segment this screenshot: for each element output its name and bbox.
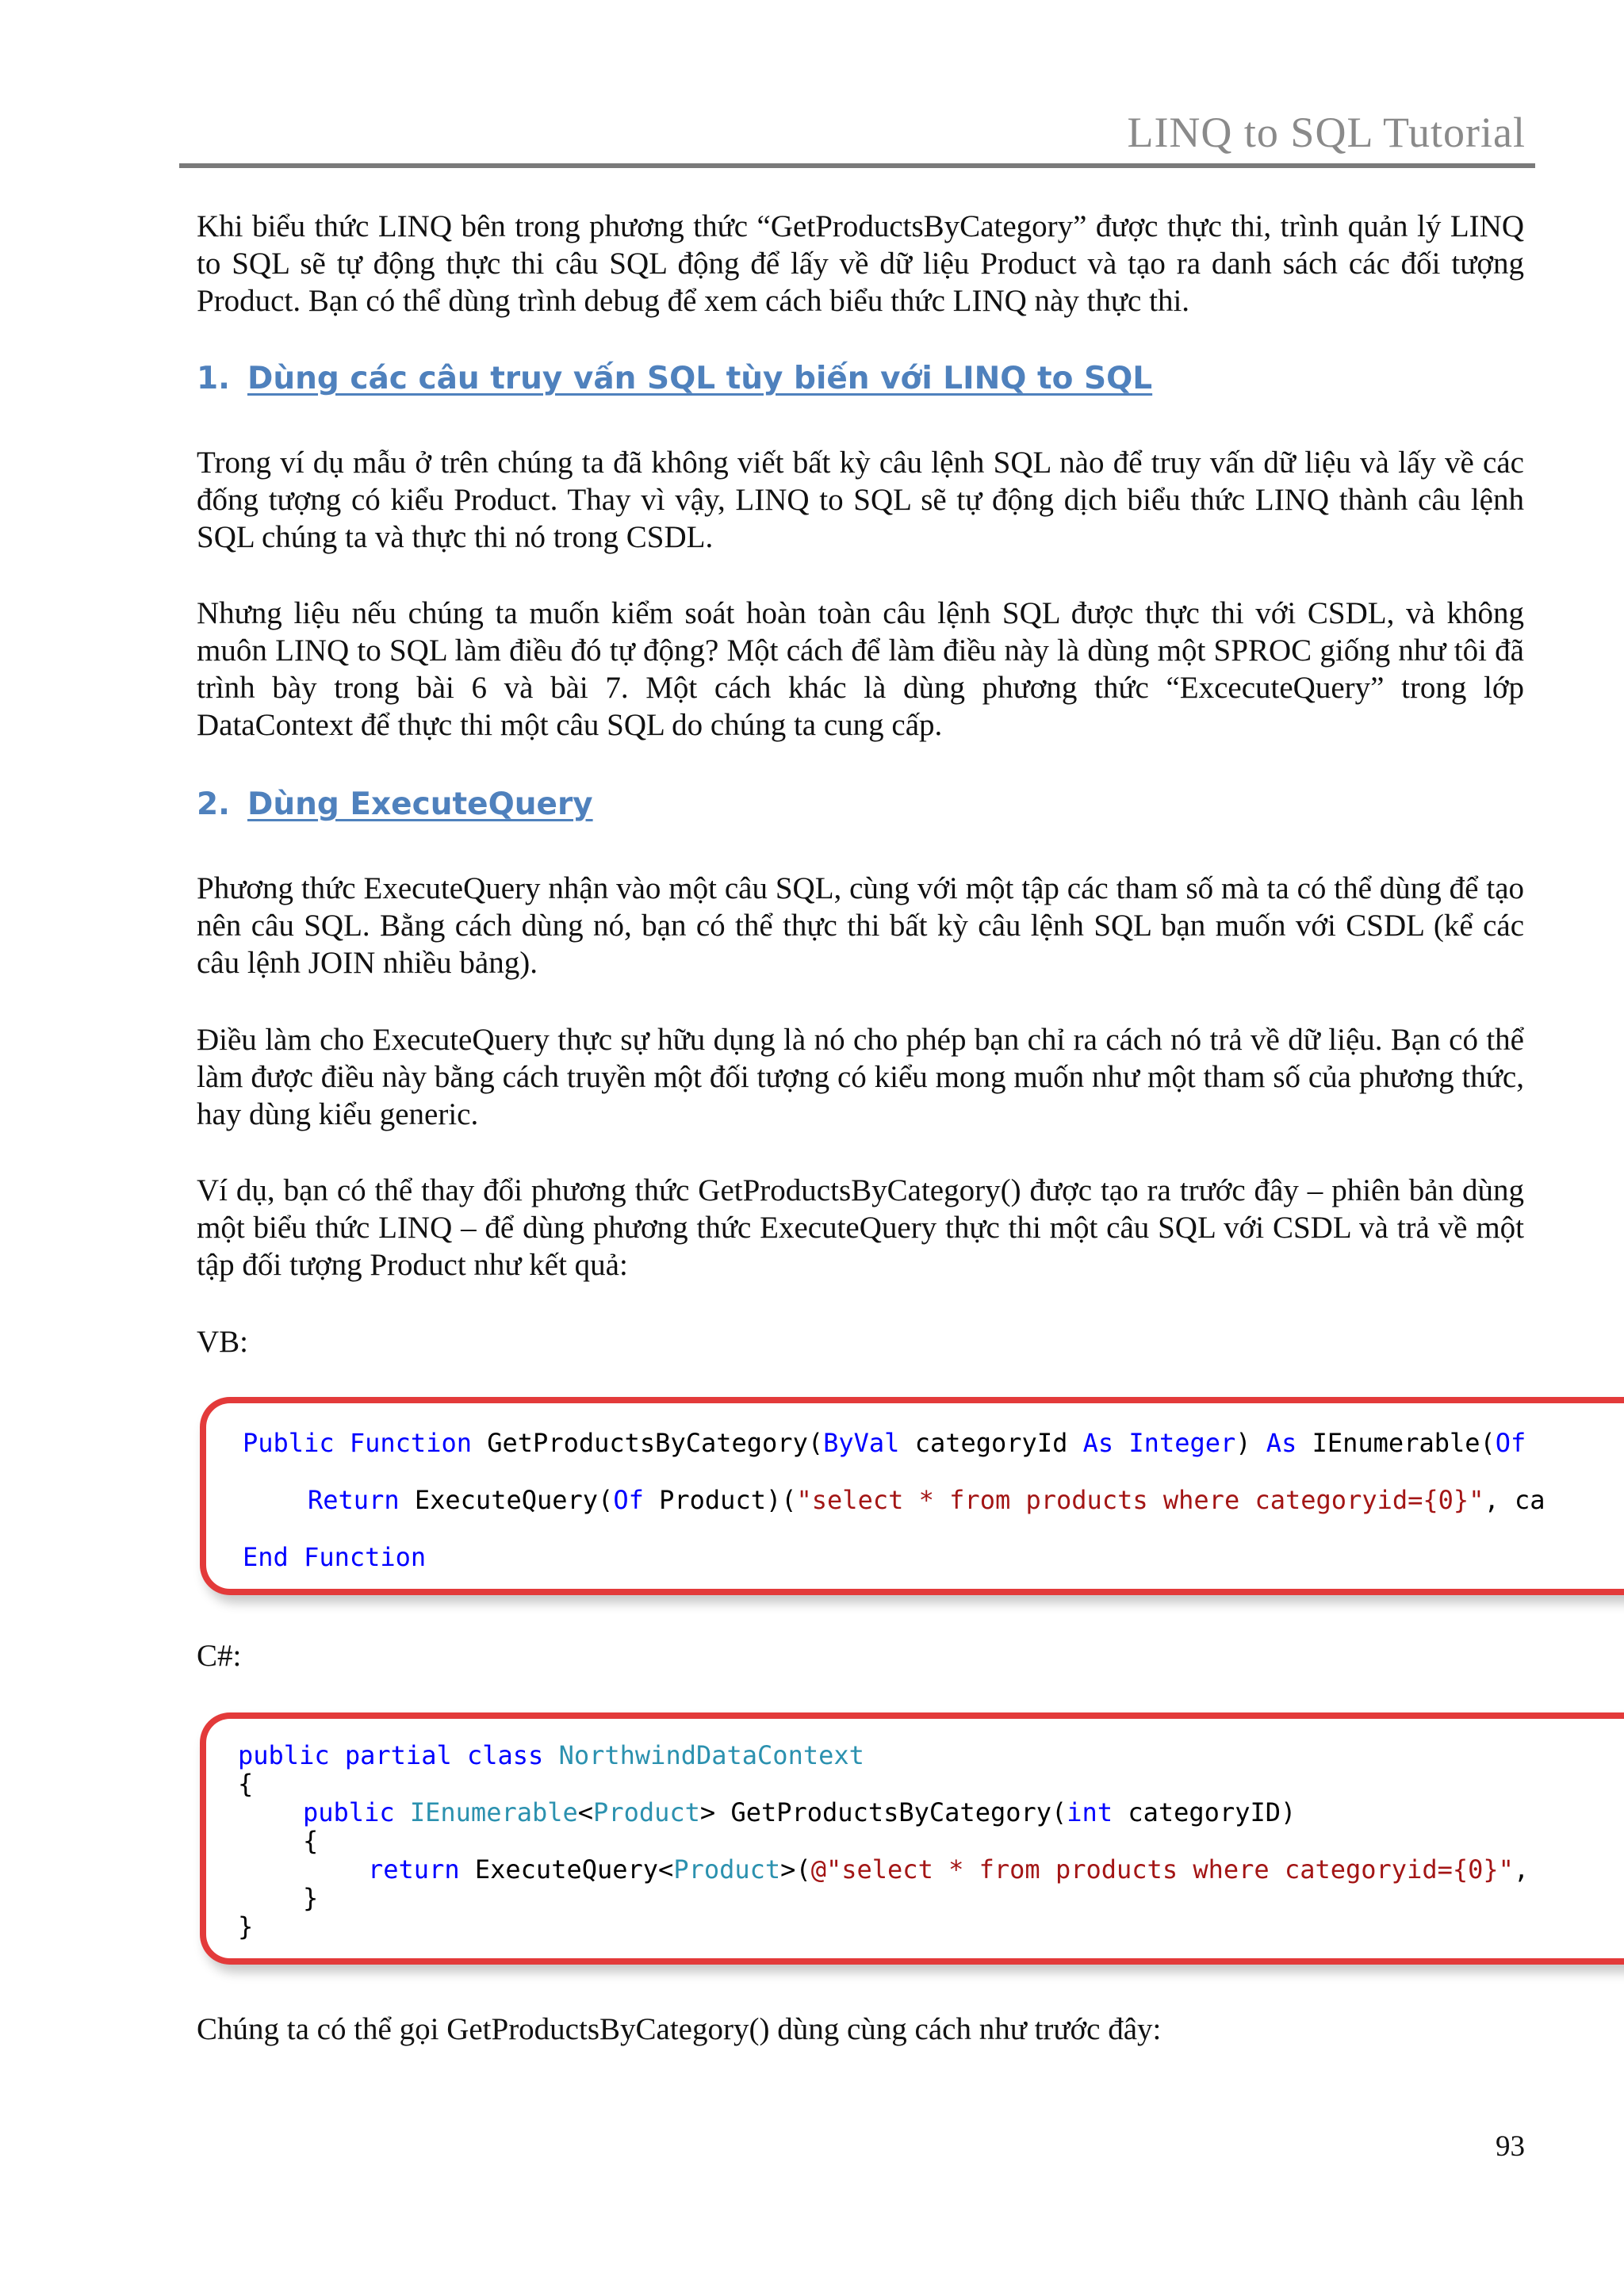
code-text	[543, 1740, 558, 1770]
intro-paragraph: Khi biểu thức LINQ bên trong phương thức “GetProductsByCategory” được thực thi, trình quản lý LINQ to SQL sẽ tự động thực thi câu SQL động để lấy về dữ liệu Product và tạo ra danh sách các đối tượng Product. Bạn có thể dùng trình debug để xem cách biểu thức LINQ này thực thi.	[197, 209, 1524, 318]
code-type: NorthwindDataContext	[558, 1740, 864, 1770]
code-text: categoryID)	[1113, 1797, 1297, 1827]
code-text: }	[303, 1883, 319, 1913]
code-line	[303, 1825, 318, 1857]
code-keyword: ByVal	[823, 1428, 900, 1458]
code-keyword: Public	[243, 1428, 335, 1458]
heading-link[interactable]: Dùng các câu truy vấn SQL tùy biến với LINQ to SQL	[247, 361, 1153, 396]
code-text: ExecuteQuery<	[459, 1854, 674, 1885]
code-text: ExecuteQuery(	[399, 1485, 614, 1515]
code-line	[238, 1739, 864, 1771]
section-heading-2	[197, 786, 593, 822]
code-keyword: int	[1067, 1797, 1113, 1827]
code-text	[395, 1797, 410, 1827]
code-keyword: partial	[344, 1740, 452, 1770]
code-text: , ca	[1484, 1485, 1545, 1515]
code-text: )	[1235, 1428, 1266, 1458]
code-keyword: Of	[613, 1485, 644, 1515]
code-keyword: public	[238, 1740, 330, 1770]
code-text: > GetProductsByCategory(	[699, 1797, 1067, 1827]
code-line	[243, 1427, 1526, 1459]
code-text: {	[303, 1826, 319, 1856]
code-keyword: Integer	[1128, 1428, 1236, 1458]
cs-label: C#:	[197, 1639, 242, 1673]
code-keyword: As	[1266, 1428, 1297, 1458]
code-text: categoryId	[899, 1428, 1083, 1458]
code-text: <	[577, 1797, 594, 1827]
code-text	[1113, 1428, 1128, 1458]
paragraph-2: Nhưng liệu nếu chúng ta muốn kiểm soát hoàn toàn câu lệnh SQL được thực thi với CSDL, và không muôn LINQ to SQL làm điều đó tự động? Một cách để làm điều này là dùng một SPROC giống như tôi đã trình bày trong bài 6 và bài 7. Một cách khác là dùng phương thức “ExcecuteQuery” trong lớp DataContext để thực thi một câu SQL do chúng ta cung cấp.	[197, 596, 1524, 742]
code-keyword: return	[368, 1854, 460, 1885]
code-keyword: Return	[308, 1485, 400, 1515]
code-text	[289, 1542, 304, 1572]
code-text: IEnumerable(	[1297, 1428, 1496, 1458]
code-line	[243, 1541, 426, 1573]
paragraph-6: Chúng ta có thể gọi GetProductsByCategory() dùng cùng cách như trước đây:	[197, 2012, 1162, 2046]
code-line	[368, 1854, 1529, 1885]
heading-number: 1.	[197, 361, 230, 396]
code-keyword: Function	[304, 1542, 427, 1572]
code-keyword: Function	[349, 1428, 472, 1458]
code-string: @"select * from products where categoryid={0}"	[810, 1854, 1514, 1885]
code-text: Product)(	[643, 1485, 797, 1515]
code-text: GetProductsByCategory(	[471, 1428, 824, 1458]
code-keyword: class	[466, 1740, 544, 1770]
code-line	[238, 1911, 253, 1942]
paragraph-3: Phương thức ExecuteQuery nhận vào một câu SQL, cùng với một tập các tham số mà ta có thể dùng để tạo nên câu SQL. Bằng cách dùng nó, bạn có thể thực thi bất kỳ câu lệnh SQL bạn muốn với CSDL (kể các câu lệnh JOIN nhiều bảng).	[197, 871, 1524, 980]
page-header	[179, 105, 1535, 168]
code-text	[330, 1740, 345, 1770]
code-text: {	[238, 1769, 254, 1799]
code-type: Product	[593, 1797, 700, 1827]
paragraph-1: Trong ví dụ mẫu ở trên chúng ta đã không viết bất kỳ câu lệnh SQL nào để truy vấn dữ liệu và lấy về các đống tượng có kiểu Product. Thay vì vậy, LINQ to SQL sẽ tự động dịch biểu thức LINQ thành câu lệnh SQL chúng ta và thực thi nó trong CSDL.	[197, 446, 1524, 554]
code-text	[335, 1428, 350, 1458]
code-keyword: Of	[1495, 1428, 1526, 1458]
vb-code-box	[200, 1397, 1624, 1595]
code-line	[308, 1484, 1545, 1516]
section-heading-1	[197, 361, 1152, 396]
code-line	[238, 1768, 253, 1800]
heading-number: 2.	[197, 786, 230, 822]
code-keyword: public	[303, 1797, 395, 1827]
paragraph-5: Ví dụ, bạn có thể thay đổi phương thức GetProductsByCategory() được tạo ra trước đây – phiên bản dùng một biểu thức LINQ – để dùng phương thức ExecuteQuery thực thi một câu SQL với CSDL và trả về một tập đối tượng Product như kết quả:	[197, 1173, 1524, 1282]
page-number: 93	[1496, 2130, 1525, 2163]
code-line	[303, 1797, 1296, 1828]
cs-code-box	[200, 1712, 1624, 1965]
code-keyword: As	[1082, 1428, 1114, 1458]
heading-link[interactable]: Dùng ExecuteQuery	[247, 786, 593, 822]
code-text: ,	[1513, 1854, 1530, 1885]
code-text	[452, 1740, 467, 1770]
code-string: "select * from products where categoryid={0}"	[796, 1485, 1484, 1515]
code-type: Product	[673, 1854, 781, 1885]
header-title: LINQ to SQL Tutorial	[1127, 109, 1526, 156]
code-line	[303, 1882, 318, 1914]
code-text: }	[238, 1911, 254, 1942]
paragraph-4: Điều làm cho ExecuteQuery thực sự hữu dụng là nó cho phép bạn chỉ ra cách nó trả về dữ liệu. Bạn có thể làm được điều này bằng cách truyền một đối tượng có kiểu mong muốn như một tham số của phương thức, hay dùng kiểu generic.	[197, 1023, 1524, 1131]
code-keyword: End	[243, 1542, 289, 1572]
code-text: >(	[780, 1854, 811, 1885]
code-type: IEnumerable	[409, 1797, 578, 1827]
vb-label: VB:	[197, 1325, 249, 1359]
